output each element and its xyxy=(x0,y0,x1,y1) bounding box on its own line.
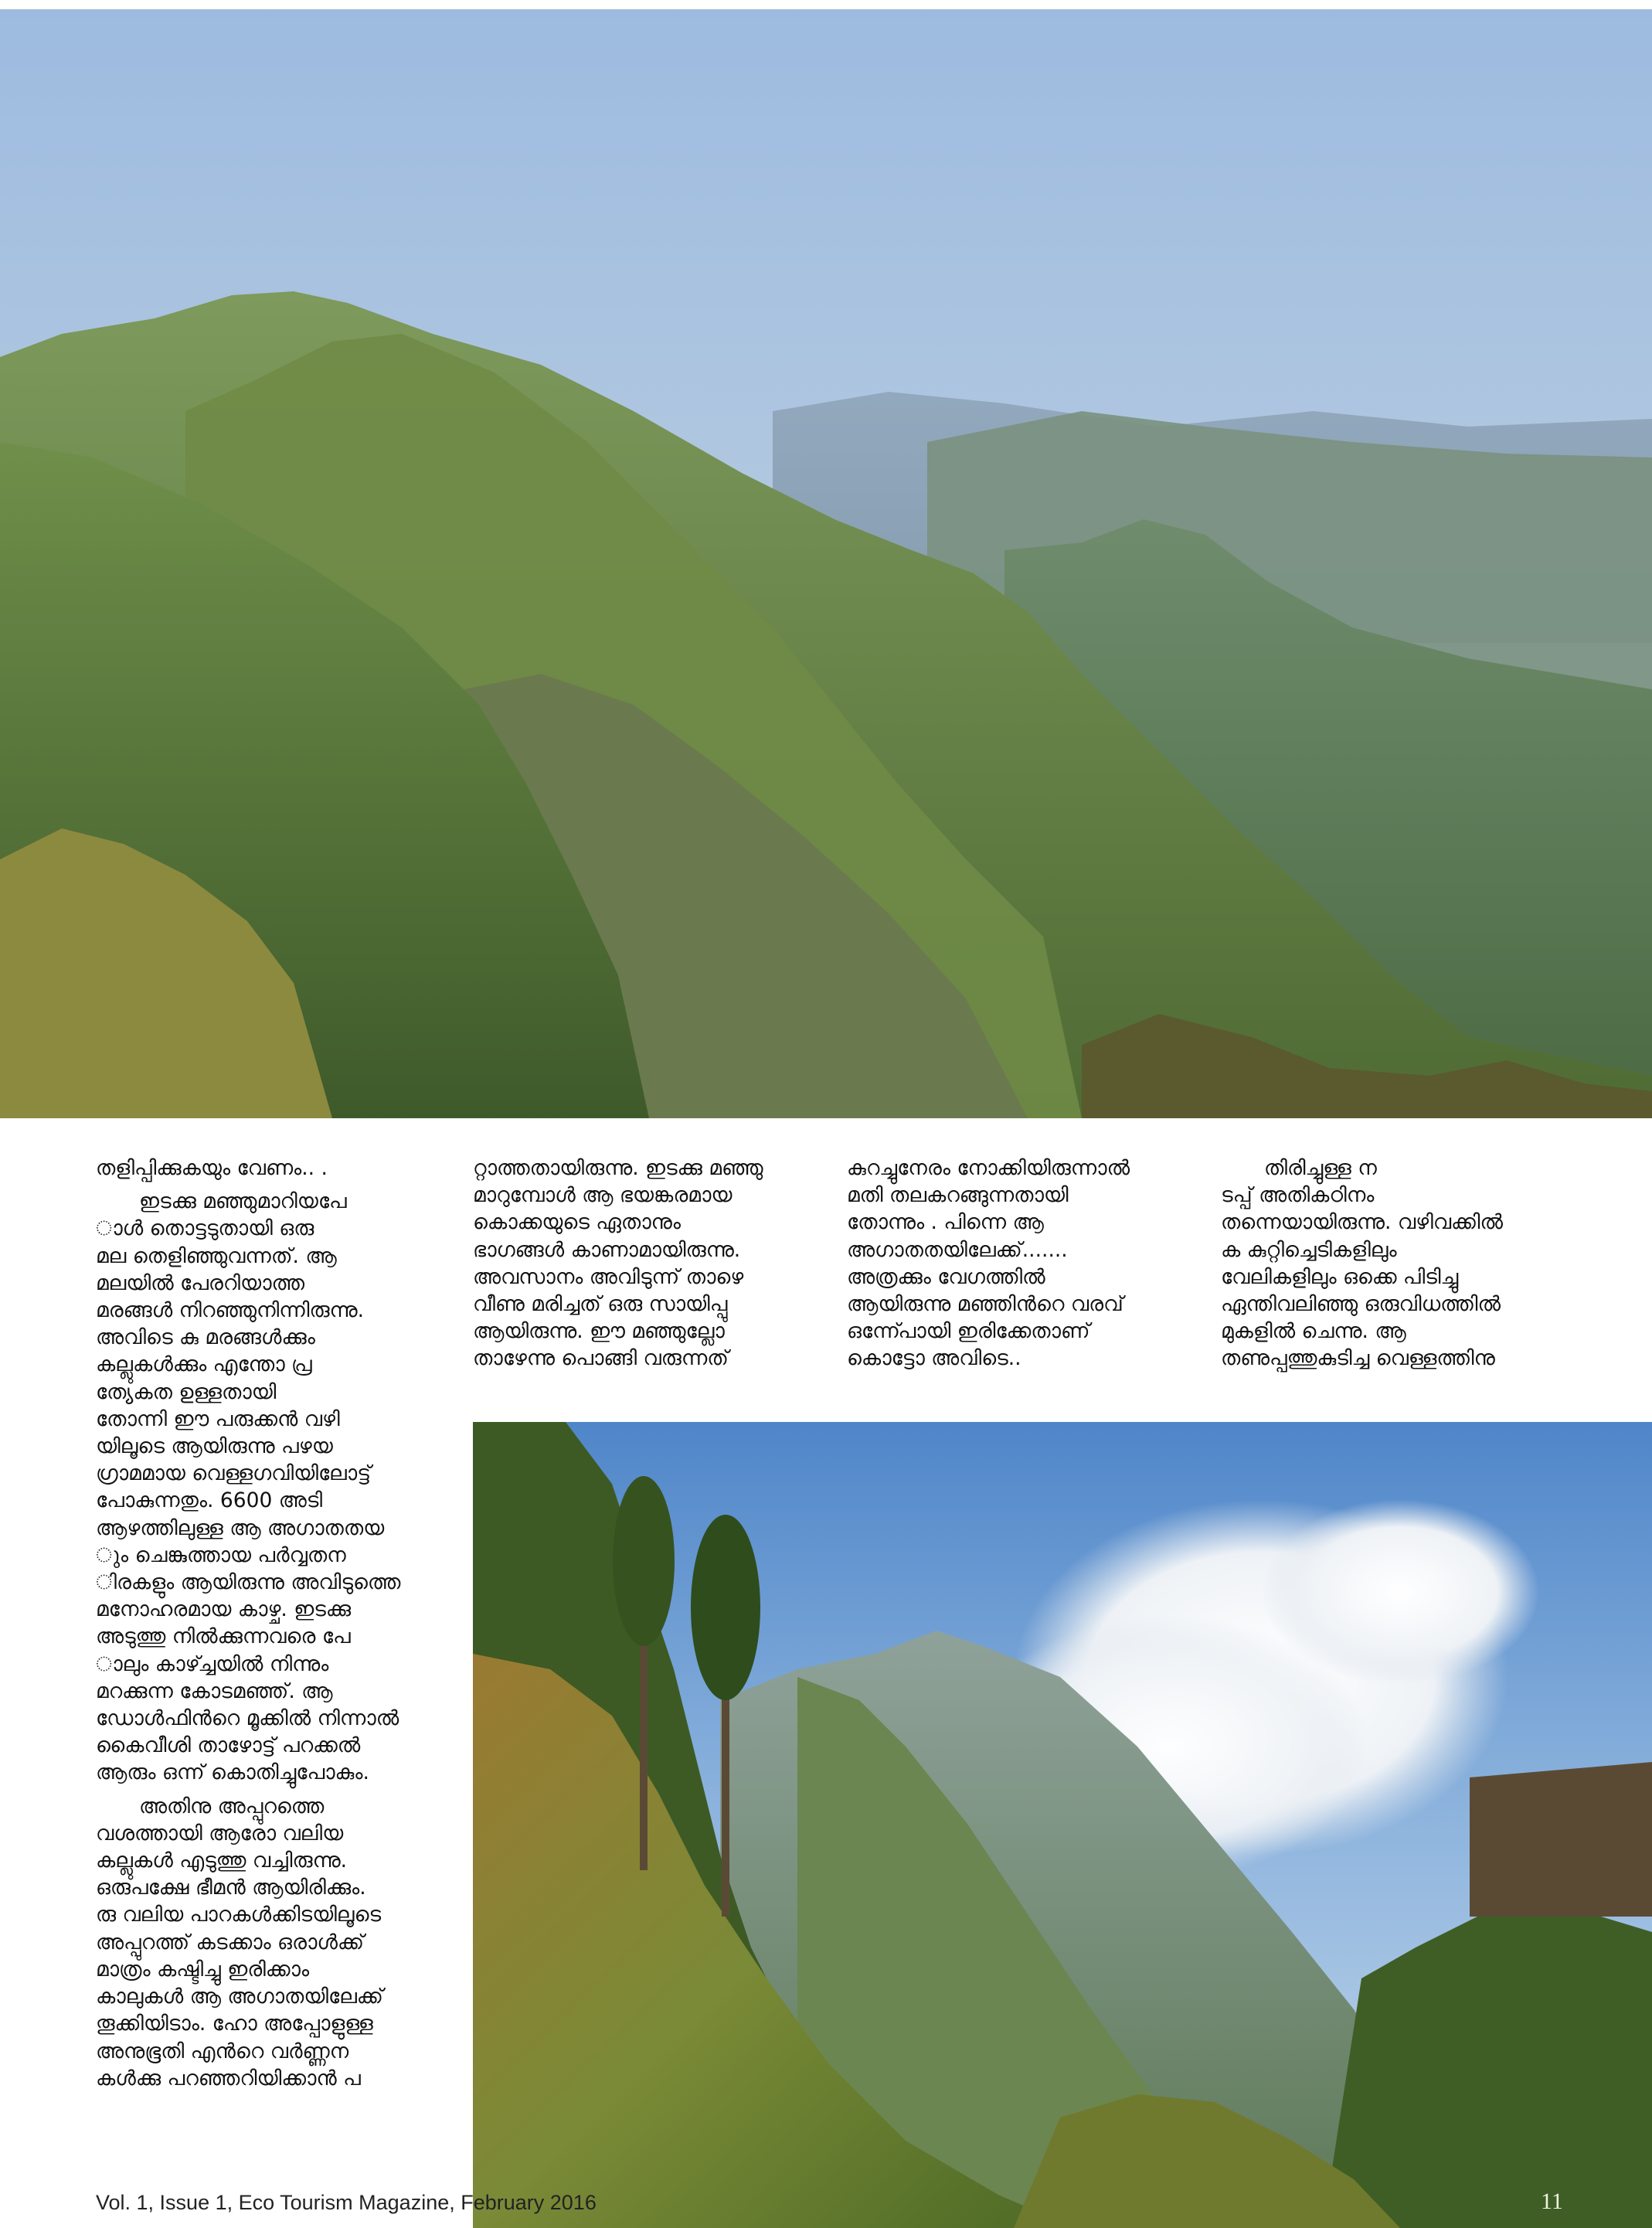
top-mountain-photo xyxy=(0,9,1652,1118)
article-column-1 xyxy=(96,1155,400,2092)
text-line: ും ചെങ്കുത്തായ പർവ്വതന xyxy=(96,1543,346,1567)
col1-paragraph-3 xyxy=(96,1793,400,2092)
issue-footer: Vol. 1, Issue 1, Eco Tourism Magazine, February 2016 xyxy=(96,2191,597,2214)
text-line: മറക്കുന്ന കോടമഞ്ഞ്. ആ xyxy=(96,1679,333,1703)
text-line: ഗ്രാമമായ വെള്ളഗവിയിലോട്ട് xyxy=(96,1461,372,1486)
text-line: തൂക്കിയിടാം. ഹോ അപ്പോളുള്ള xyxy=(96,2012,373,2036)
article-column-2 xyxy=(473,1155,763,1373)
text-line: വേലികളിലും ഒക്കെ പിടിച്ചു xyxy=(1221,1264,1459,1289)
col4-paragraph xyxy=(1221,1155,1503,1373)
col1-paragraph-1 xyxy=(96,1155,400,1182)
col3-paragraph xyxy=(847,1155,1130,1373)
text-line: ഭാഗങ്ങൾ കാണാമായിരുന്നു. xyxy=(473,1237,741,1262)
text-line: മതി തലകറങ്ങുന്നതായി xyxy=(847,1183,1069,1208)
text-line: അവിടെ കു മരങ്ങൾക്കും xyxy=(96,1325,315,1350)
text-line: ആഴത്തിലുള്ള ആ അഗാതതയ xyxy=(96,1515,385,1540)
text-line: മാത്രം കഷ്ടിച്ചു ഇരിക്കാം xyxy=(96,1957,310,1981)
text-line: കൊട്ടോ അവിടെ.. xyxy=(847,1346,1021,1371)
text-line: ആയിരുന്നു മഞ്ഞിൻറെ വരവ് xyxy=(847,1292,1123,1317)
text-line: ആയിരുന്നു. ഈ മഞ്ഞുല്ലോ xyxy=(473,1319,725,1344)
text-line: കൊക്കയുടെ ഏതാനും xyxy=(473,1210,681,1235)
text-line: താഴേന്നു പൊങ്ങി വരുന്നത് xyxy=(473,1346,729,1371)
text-line: വീണു മരിച്ചത് ഒരു സായിപ്പു xyxy=(473,1292,728,1317)
text-line: കാലുകൾ ആ അഗാതയിലേക്ക് xyxy=(96,1985,383,2009)
text-line: റ്റാത്തതായിരുന്നു. ഇടക്കു മഞ്ഞു xyxy=(473,1156,763,1180)
text-line: മനോഹരമായ കാഴ്ച. ഇടക്കു xyxy=(96,1597,352,1622)
text-line: മരങ്ങൾ നിറഞ്ഞുനിന്നിരുന്നു. xyxy=(96,1298,365,1323)
text-line: ാലും കാഴ്ച്ചയിൽ നിന്നും xyxy=(96,1651,329,1676)
text-line: അതിനു അപ്പുറത്തെ xyxy=(139,1794,325,1818)
text-line: അടുത്തു നിൽക്കുന്നവരെ പേ xyxy=(96,1624,351,1649)
text-line: മാറുമ്പോൾ ആ ഭയങ്കരമായ xyxy=(473,1183,733,1208)
text-line: തന്നെയായിരുന്നു. വഴിവക്കിൽ xyxy=(1221,1210,1504,1235)
text-line: അനുഭൂതി എൻറെ വർണ്ണന xyxy=(96,2039,349,2063)
text-line: രു വലിയ പാറകൾക്കിടയിലൂടെ xyxy=(96,1903,382,1927)
text-line: അപ്പുറത്ത് കടക്കാം ഒരാൾക്ക് xyxy=(96,1930,364,1954)
col1-paragraph-2 xyxy=(96,1188,400,1786)
article-column-4 xyxy=(1221,1155,1503,1373)
bottom-valley-photo xyxy=(473,1422,1652,2228)
text-line: ഒരുപക്ഷേ ഭീമൻ ആയിരിക്കും. xyxy=(96,1876,366,1900)
text-line: പോകുന്നതും. 6600 അടി xyxy=(96,1488,323,1513)
text-line: കുറച്ചുനേരം നോക്കിയിരുന്നാൽ xyxy=(847,1156,1130,1180)
text-line: ിരകളും ആയിരുന്നു അവിടുത്തെ xyxy=(96,1570,401,1595)
text-line: കൾക്കു പറഞ്ഞറിയിക്കാൻ പ xyxy=(96,2066,361,2090)
text-line: തിരിച്ചുള്ള ന xyxy=(1264,1156,1377,1180)
text-line: മല തെളിഞ്ഞുവന്നത്. ആ xyxy=(96,1243,337,1268)
text-line: ഏന്തിവലിഞ്ഞു ഒരുവിധത്തിൽ xyxy=(1221,1292,1501,1317)
text-line: ത്യേകത ഉള്ളതായി xyxy=(96,1379,277,1404)
text-line: കല്ലുകൾക്കും എന്തോ പ്ര xyxy=(96,1352,312,1377)
text-line: വശത്തായി ആരോ വലിയ xyxy=(96,1821,344,1845)
text-line: തോന്നും . പിന്നെ ആ xyxy=(847,1210,1044,1235)
text-line: അഗാതതയിലേക്ക്....... xyxy=(847,1237,1068,1262)
text-line: തളിപ്പിക്കുകയും വേണം.. . xyxy=(96,1156,328,1180)
text-line: തോന്നി ഈ പരുക്കൻ വഴി xyxy=(96,1407,340,1431)
text-line: അത്രക്കും വേഗത്തിൽ xyxy=(847,1264,1045,1289)
text-line: തണുപ്പത്തുകുടിച്ച വെള്ളത്തിനു xyxy=(1221,1346,1495,1371)
text-line: അവസാനം അവിടുന്ന് താഴെ xyxy=(473,1264,744,1289)
text-line: ക കുറ്റിച്ചെടികളിലും xyxy=(1221,1237,1397,1262)
text-line: കല്ലുകൾ എടുത്തു വച്ചിരുന്നു. xyxy=(96,1849,348,1873)
text-line: ആരും ഒന്ന് കൊതിച്ചുപോകും. xyxy=(96,1760,369,1785)
text-line: ഡോൾഫിൻറെ മൂക്കിൽ നിന്നാൽ xyxy=(96,1706,399,1731)
col2-paragraph xyxy=(473,1155,763,1373)
text-line: ാൾ തൊട്ടടുതായി ഒരു xyxy=(96,1216,314,1241)
page-number: 11 xyxy=(1541,2189,1563,2214)
text-line: ടപ്പ് അതികഠിനം xyxy=(1221,1183,1375,1208)
article-column-3 xyxy=(847,1155,1130,1373)
text-line: മുകളിൽ ചെന്നു. ആ xyxy=(1221,1319,1406,1344)
text-line: യിലൂടെ ആയിരുന്നു പഴയ xyxy=(96,1434,333,1459)
text-line: ഇടക്കു മഞ്ഞുമാറിയപേ xyxy=(139,1189,347,1214)
text-line: കൈവീശി താഴോട്ട് പറക്കൽ xyxy=(96,1733,361,1758)
text-line: മലയിൽ പേരറിയാത്ത xyxy=(96,1270,305,1295)
text-line: ഒന്ന്പോയി ഇരിക്കേതാണ് xyxy=(847,1319,1090,1344)
